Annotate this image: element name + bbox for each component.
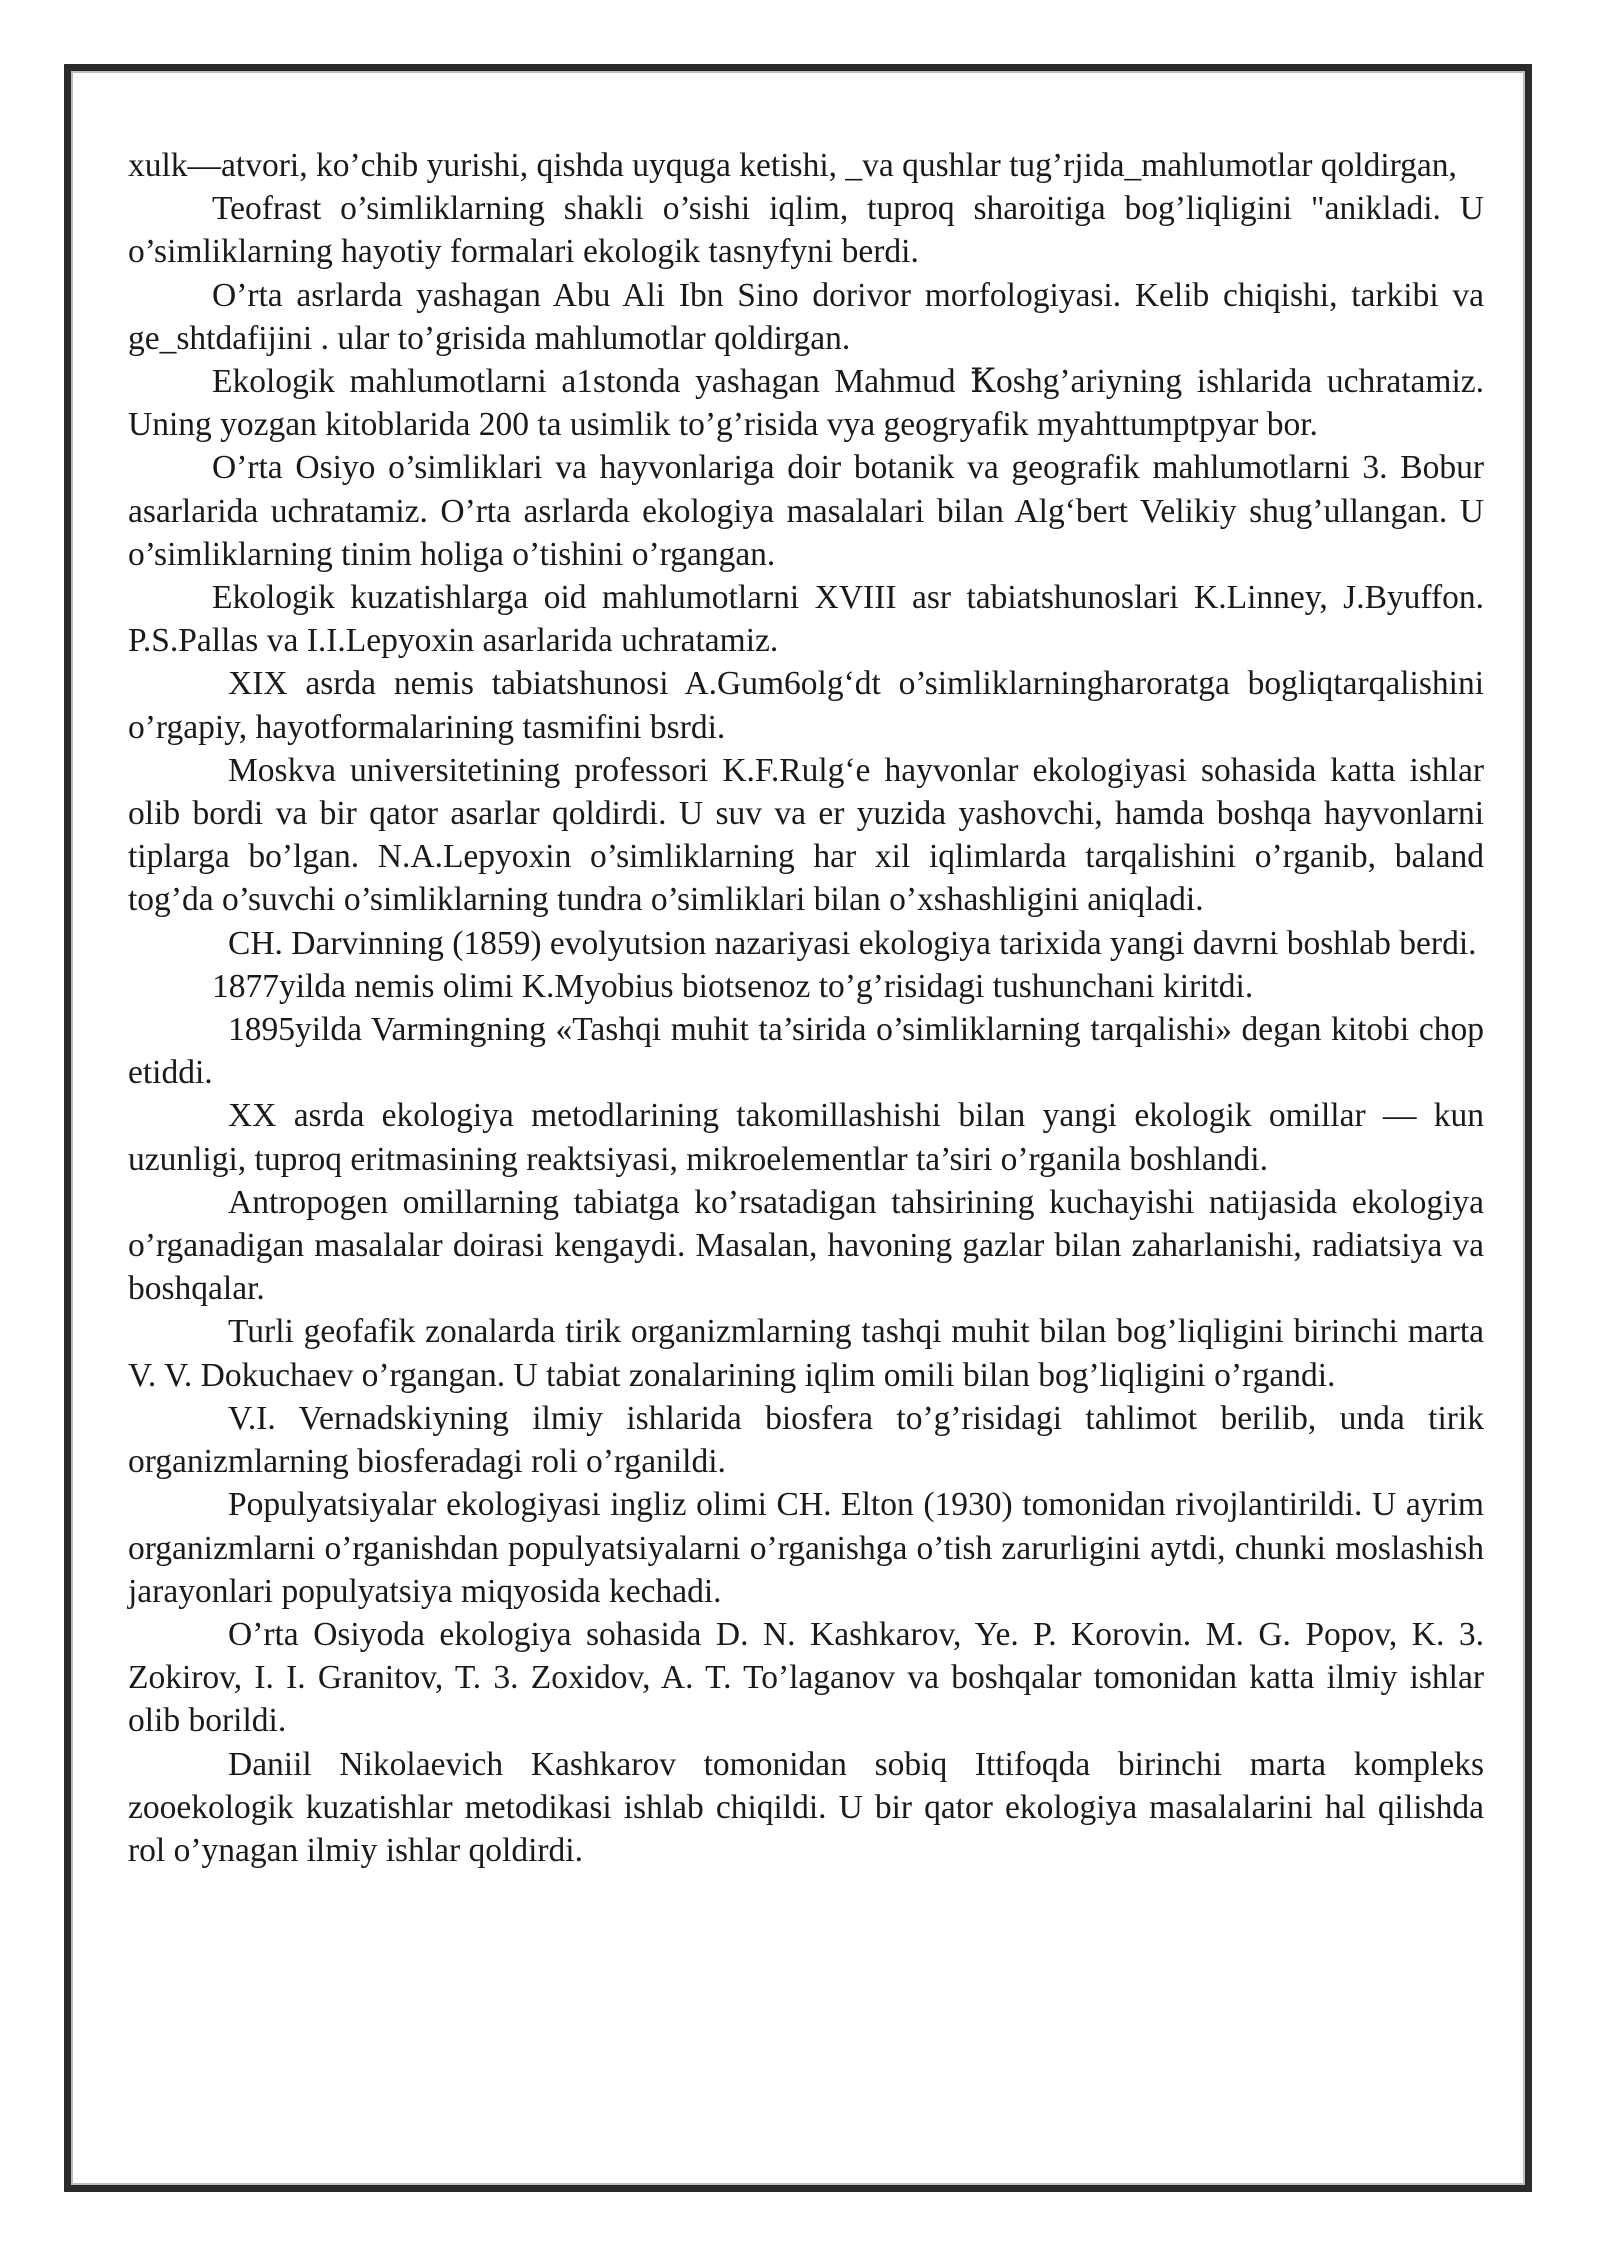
paragraph-1: xulk—atvori, ko’chib yurishi, qishda uyquga ketishi, _va qushlar tug’rjida_mahlumotlar qoldirgan, — [128, 147, 1457, 184]
paragraph-14: Turli geofafik zonalarda tirik organizmlarning tashqi muhit bilan bog’liqligini birinchi marta V. V. Dokuchaev o’rgangan. U tabiat zonalarining iqlim omili bilan bog’liqligini o’rgandi. — [128, 1313, 1484, 1394]
paragraph-8: Moskva universitetining professori K.F.Rulg‘e hayvonlar ekologiyasi sohasida katta ishlar olib bordi va bir qator asarlar qoldirdi. U suv va er yuzida yashovchi, hamda boshqa hayvonlarni tiplarga bo’lgan. N.A.Lepyoxin o’simliklarning har xil iqlimlarda tarqalishini o’rganib, baland tog’da o’suvchi o’simliklarning tundra o’simliklari bilan o’xshashligini aniqladi. — [128, 751, 1484, 919]
paragraph-9: CH. Darvinning (1859) evolyutsion nazariyasi ekologiya tarixida yangi davrni boshlab berdi. — [228, 924, 1477, 962]
paragraph-2: Teofrast o’simliklarning shakli o’sishi iqlim, tuproq sharoitiga bog’liqligini "anikladi. U o’simliklarning hayotiy formalari ekologik tasnyfyni berdi. — [128, 190, 1484, 271]
paragraph-3: O’rta asrlarda yashagan Abu Ali Ibn Sino dorivor morfologiyasi. Kelib chiqishi, tarkibi va ge_shtdafijini . ular to’grisida mahlumotlar qoldirgan. — [128, 276, 1484, 357]
document-body — [128, 144, 1484, 1872]
paragraph-7: XIX asrda nemis tabiatshunosi A.Gum6olg‘dt o’simliklarningharoratga bogliqtarqalishini o’rgapiy, hayotformalarining tasmifini bsrdi. — [128, 665, 1484, 746]
paragraph-11: 1895yilda Varmingning «Tashqi muhit ta’sirida o’simliklarning tarqalishi» degan kitobi chop etiddi. — [128, 1011, 1484, 1092]
paragraph-10: 1877yilda nemis olimi K.Myobius biotsenoz to’g’risidagi tushunchani kiritdi. — [212, 967, 1254, 1005]
paragraph-15: V.I. Vernadskiyning ilmiy ishlarida biosfera to’g’risidagi tahlimot berilib, unda tirik organizmlarning biosferadagi roli o’rganildi. — [128, 1399, 1484, 1481]
paragraph-16: Populyatsiyalar ekologiyasi ingliz olimi CH. Elton (1930) tomonidan rivojlantirildi. U ayrim organizmlarni o’rganishdan populyatsiyalarni o’rganishga o’tish zarurligini aytdi, chunki moslashish jarayonlari populyatsiya miqyosida kechadi. — [128, 1486, 1484, 1610]
paragraph-18: Daniil Nikolaevich Kashkarov tomonidan sobiq Ittifoqda birinchi marta kompleks zooekologik kuzatishlar metodikasi ishlab chiqildi. U bir qator ekologiya masalalarini hal qilishda rol o’ynagan ilmiy ishlar qoldirdi. — [128, 1745, 1484, 1869]
paragraph-6: Ekologik kuzatishlarga oid mahlumotlarni XVIII asr tabiatshunoslari K.Linney, J.Byuffon. P.S.Pallas va I.I.Lepyoxin asarlarida uchratamiz. — [128, 579, 1484, 660]
paragraph-17: O’rta Osiyoda ekologiya sohasida D. N. Kashkarov, Ye. P. Korovin. M. G. Popov, K. 3. Zokirov, I. I. Granitov, T. 3. Zoxidov, A. T. To’laganov va boshqalar tomonidan katta ilmiy ishlar olib borildi. — [128, 1615, 1484, 1740]
paragraph-4: Ekologik mahlumotlarni a1stonda yashagan Mahmud Ꝁoshg’ariyning ishlarida uchratamiz. Uning yozgan kitoblarida 200 ta usimlik to’g’risida vya geogryafik myahttumptpyar bor. — [128, 363, 1484, 444]
paragraph-5: O’rta Osiyo o’simliklari va hayvonlariga doir botanik va geografik mahlumotlarni 3. Bobur asarlarida uchratamiz. O’rta asrlarda ekologiya masalalari bilan Alg‘bert Velikiy shug’ullangan. U o’simliklarning tinim holiga o’tishini o’rgangan. — [128, 449, 1484, 573]
paragraph-12: XX asrda ekologiya metodlarining takomillashishi bilan yangi ekologik omillar — kun uzunligi, tuproq eritmasining reaktsiyasi, mikroelementlar ta’siri o’rganila boshlandi. — [128, 1097, 1484, 1178]
paragraph-13: Antropogen omillarning tabiatga ko’rsatadigan tahsirining kuchayishi natijasida ekologiya o’rganadigan masalalar doirasi kengaydi. Masalan, havoning gazlar bilan zaharlanishi, radiatsiya va boshqalar. — [128, 1183, 1484, 1308]
